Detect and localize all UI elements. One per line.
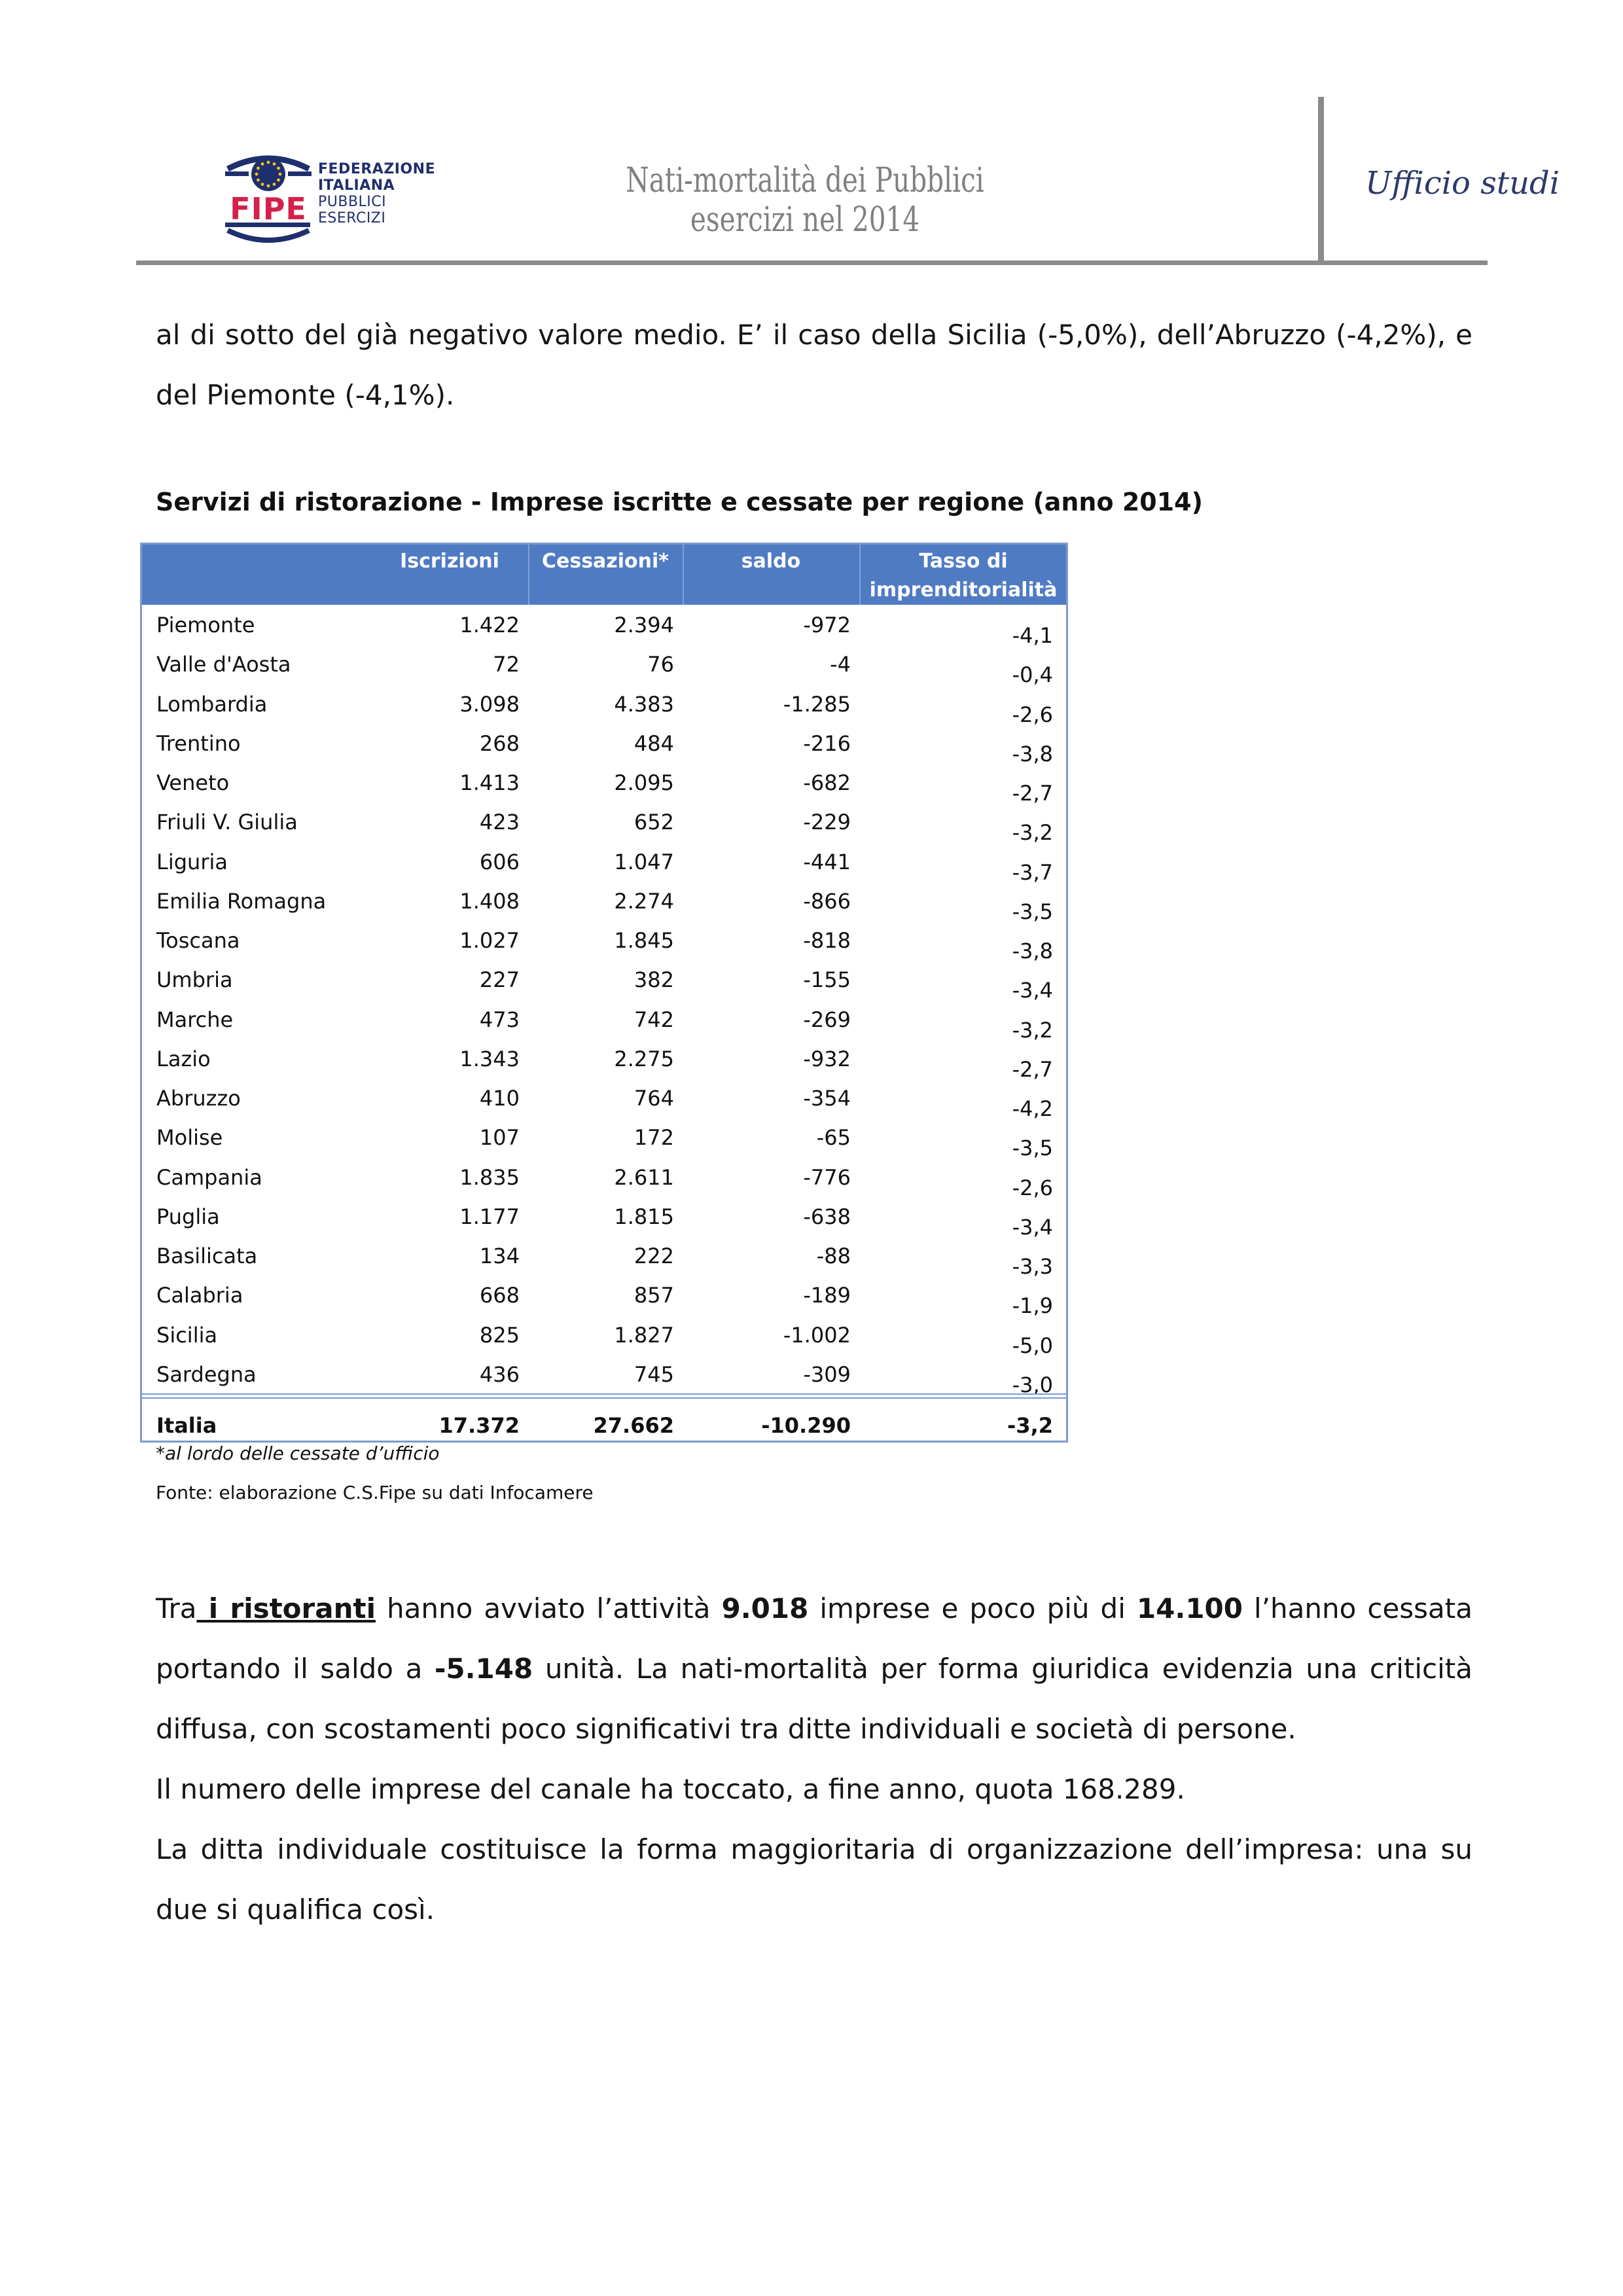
cell-saldo: -1.002 bbox=[783, 1322, 851, 1348]
cell-iscrizioni: 1.343 bbox=[459, 1046, 520, 1071]
cell-cessazioni: 27.662 bbox=[593, 1413, 674, 1438]
cell-region: Lazio bbox=[156, 1046, 211, 1071]
cell-iscrizioni: 1.413 bbox=[459, 770, 520, 795]
cell-region: Liguria bbox=[156, 849, 228, 874]
cell-cessazioni: 76 bbox=[647, 652, 674, 677]
cell-saldo: -1.285 bbox=[783, 691, 851, 717]
cell-cessazioni: 2.394 bbox=[614, 613, 674, 637]
cell-tasso: -3,7 bbox=[1012, 859, 1053, 885]
logo-name-line: ESERCIZI bbox=[318, 210, 386, 226]
cell-iscrizioni: 227 bbox=[479, 967, 520, 993]
cell-saldo: -155 bbox=[803, 967, 851, 993]
cell-cessazioni: 1.047 bbox=[614, 849, 674, 874]
intro-paragraph: al di sotto del già negativo valore medio. E’ il caso della Sicilia (-5,0%), dell’Abruzzo (-4,2%), e del Piemonte (-4,1%). bbox=[156, 319, 1472, 411]
cell-tasso: -2,7 bbox=[1012, 781, 1053, 806]
cell-region: Campania bbox=[156, 1164, 262, 1190]
header-separator bbox=[528, 545, 529, 605]
fipe-full-name bbox=[318, 161, 449, 226]
cell-tasso: -4,1 bbox=[1012, 623, 1053, 648]
cell-cessazioni: 764 bbox=[633, 1086, 674, 1111]
cell-iscrizioni: 1.408 bbox=[459, 888, 520, 914]
enterprise-count-line: Il numero delle imprese del canale ha toccato, a fine anno, quota 168.289. bbox=[156, 1773, 1185, 1805]
text-run-underlined: i ristoranti bbox=[196, 1592, 376, 1624]
header-divider-vertical bbox=[1318, 97, 1324, 264]
table-row bbox=[142, 723, 1066, 766]
cell-saldo: -88 bbox=[816, 1244, 851, 1268]
cell-saldo: -866 bbox=[803, 888, 851, 914]
column-header: Tasso di imprenditorialità bbox=[869, 550, 1058, 601]
cell-tasso: -3,5 bbox=[1012, 899, 1053, 924]
cell-iscrizioni: 436 bbox=[479, 1361, 520, 1387]
body-text bbox=[156, 1579, 1472, 1940]
cell-cessazioni: 1.815 bbox=[614, 1204, 674, 1229]
cell-region: Italia bbox=[156, 1413, 217, 1438]
cell-cessazioni: 382 bbox=[633, 967, 674, 993]
cell-saldo: -441 bbox=[803, 849, 851, 874]
cell-iscrizioni: 107 bbox=[479, 1125, 520, 1151]
table-row bbox=[142, 920, 1066, 963]
table-row bbox=[142, 1275, 1066, 1319]
cell-iscrizioni: 1.027 bbox=[459, 928, 520, 953]
cell-cessazioni: 1.827 bbox=[614, 1322, 674, 1348]
cell-saldo: -269 bbox=[803, 1007, 851, 1032]
cell-region: Lombardia bbox=[156, 691, 268, 717]
cell-tasso: -5,0 bbox=[1012, 1333, 1053, 1358]
table-row bbox=[142, 1315, 1066, 1358]
cell-cessazioni: 857 bbox=[633, 1283, 674, 1308]
cell-tasso: -0,4 bbox=[1012, 662, 1053, 688]
table-title: Servizi di ristorazione - Imprese iscritte e cessate per regione (anno 2014) bbox=[156, 488, 1203, 516]
department-label: Ufficio studi bbox=[1365, 165, 1560, 202]
table-row bbox=[142, 881, 1066, 924]
cell-iscrizioni: 1.177 bbox=[459, 1204, 520, 1229]
cell-cessazioni: 1.845 bbox=[614, 928, 674, 953]
cell-region: Calabria bbox=[156, 1283, 243, 1308]
cell-saldo: -932 bbox=[803, 1046, 851, 1071]
text-run: unità. La nati-mortalità per forma giuridica evidenzia una criticità diffusa, con scostamenti poco significativi tra ditte individuali e società di persone. bbox=[156, 1653, 1473, 1745]
table-row bbox=[142, 684, 1066, 727]
cell-cessazioni: 2.274 bbox=[614, 888, 674, 914]
cell-cessazioni: 222 bbox=[633, 1244, 674, 1268]
cell-iscrizioni: 3.098 bbox=[459, 691, 520, 717]
cell-saldo: -4 bbox=[830, 652, 851, 677]
cell-iscrizioni: 423 bbox=[479, 810, 520, 835]
cell-cessazioni: 2.611 bbox=[614, 1164, 674, 1190]
cell-saldo: -818 bbox=[803, 928, 851, 953]
restaurant-paragraph bbox=[156, 1579, 1472, 1759]
text-run: hanno avviato l’attività bbox=[375, 1592, 722, 1624]
cell-region: Friuli V. Giulia bbox=[156, 810, 298, 835]
cell-tasso: -3,2 bbox=[1012, 820, 1053, 846]
cell-region: Veneto bbox=[156, 770, 230, 795]
cell-iscrizioni: 825 bbox=[479, 1322, 520, 1348]
table-row bbox=[142, 1157, 1066, 1200]
table-total-row bbox=[142, 1399, 1066, 1438]
text-run-bold: 14.100 bbox=[1136, 1592, 1243, 1624]
cell-tasso: -2,7 bbox=[1012, 1056, 1053, 1082]
logo-name-line: FEDERAZIONE bbox=[318, 161, 436, 177]
cell-saldo: -638 bbox=[803, 1204, 851, 1229]
cell-saldo: -10.290 bbox=[761, 1413, 851, 1438]
logo-name-line: ITALIANA bbox=[318, 177, 395, 194]
cell-region: Basilicata bbox=[156, 1244, 258, 1268]
column-header: saldo bbox=[741, 550, 801, 573]
table-row bbox=[142, 960, 1066, 1003]
table-row bbox=[142, 842, 1066, 885]
text-run: l’hanno cessata portando il saldo a bbox=[156, 1592, 1473, 1685]
cell-region: Sardegna bbox=[156, 1361, 257, 1387]
cell-saldo: -354 bbox=[803, 1086, 851, 1111]
table-row bbox=[142, 1078, 1066, 1121]
cell-region: Marche bbox=[156, 1007, 234, 1032]
cell-region: Emilia Romagna bbox=[156, 888, 327, 914]
cell-tasso: -2,6 bbox=[1012, 1175, 1053, 1200]
header-separator bbox=[859, 545, 861, 605]
cell-tasso: -3,0 bbox=[1012, 1372, 1053, 1397]
table-row bbox=[142, 1236, 1066, 1279]
table-row bbox=[142, 1117, 1066, 1161]
header-divider bbox=[136, 260, 1488, 265]
text-run: Tra bbox=[156, 1592, 197, 1624]
cell-saldo: -972 bbox=[803, 613, 851, 637]
cell-region: Umbria bbox=[156, 967, 233, 993]
cell-saldo: -229 bbox=[803, 810, 851, 835]
table-note: *al lordo delle cessate d’ufficio bbox=[156, 1443, 440, 1464]
table-row bbox=[142, 605, 1066, 648]
text-run: imprese e poco più di bbox=[808, 1592, 1137, 1624]
fipe-acronym: FIPE bbox=[230, 191, 307, 226]
cell-saldo: -65 bbox=[816, 1125, 851, 1151]
cell-cessazioni: 2.275 bbox=[614, 1046, 674, 1071]
cell-iscrizioni: 268 bbox=[479, 730, 520, 756]
cell-iscrizioni: 72 bbox=[493, 652, 520, 677]
fipe-logo bbox=[223, 152, 438, 250]
cell-tasso: -3,8 bbox=[1012, 939, 1053, 963]
legal-form-paragraph: La ditta individuale costituisce la forma maggioritaria di organizzazione dell’impresa: una su due si qualifica così. bbox=[156, 1833, 1472, 1926]
cell-cessazioni: 172 bbox=[633, 1125, 674, 1151]
table-source: Fonte: elaborazione C.S.Fipe su dati Infocamere bbox=[156, 1482, 594, 1503]
cell-region: Trentino bbox=[156, 730, 241, 756]
total-separator bbox=[142, 1393, 1066, 1399]
cell-iscrizioni: 410 bbox=[479, 1086, 520, 1111]
cell-tasso: -4,2 bbox=[1012, 1096, 1053, 1121]
cell-tasso: -3,4 bbox=[1012, 978, 1053, 1003]
table-header bbox=[142, 545, 1066, 605]
cell-iscrizioni: 606 bbox=[479, 849, 520, 874]
cell-tasso: -2,6 bbox=[1012, 702, 1053, 727]
cell-tasso: -3,8 bbox=[1012, 741, 1053, 766]
cell-cessazioni: 742 bbox=[633, 1007, 674, 1032]
cell-cessazioni: 484 bbox=[633, 730, 674, 756]
cell-iscrizioni: 17.372 bbox=[438, 1413, 520, 1438]
column-header: Cessazioni* bbox=[541, 550, 669, 573]
cell-region: Puglia bbox=[156, 1204, 220, 1229]
cell-iscrizioni: 473 bbox=[479, 1007, 520, 1032]
cell-cessazioni: 2.095 bbox=[614, 770, 674, 795]
cell-region: Molise bbox=[156, 1125, 223, 1151]
cell-tasso: -3,4 bbox=[1012, 1214, 1053, 1240]
header-separator bbox=[683, 545, 684, 605]
table-row bbox=[142, 999, 1066, 1043]
cell-tasso: -3,5 bbox=[1012, 1136, 1053, 1161]
table-row bbox=[142, 802, 1066, 846]
cell-saldo: -776 bbox=[803, 1164, 851, 1190]
cell-cessazioni: 652 bbox=[633, 810, 674, 835]
table-row bbox=[142, 1039, 1066, 1082]
cell-tasso: -3,2 bbox=[1007, 1413, 1053, 1438]
cell-iscrizioni: 1.835 bbox=[459, 1164, 520, 1190]
cell-saldo: -216 bbox=[803, 730, 851, 756]
table-row bbox=[142, 644, 1066, 688]
cell-tasso: -3,2 bbox=[1012, 1017, 1053, 1043]
column-header: Iscrizioni bbox=[400, 550, 499, 573]
regional-table bbox=[140, 543, 1068, 1443]
cell-saldo: -682 bbox=[803, 770, 851, 795]
cell-cessazioni: 4.383 bbox=[614, 691, 674, 717]
cell-iscrizioni: 1.422 bbox=[459, 613, 520, 637]
text-run-bold: 9.018 bbox=[721, 1592, 809, 1624]
cell-region: Abruzzo bbox=[156, 1086, 241, 1111]
document-header-title: Nati-mortalità dei Pubblici esercizi nel 2014 bbox=[626, 161, 984, 240]
table-row bbox=[142, 1196, 1066, 1240]
cell-iscrizioni: 134 bbox=[479, 1244, 520, 1268]
text-run-bold: -5.148 bbox=[434, 1653, 533, 1685]
cell-tasso: -1,9 bbox=[1012, 1293, 1053, 1319]
cell-saldo: -189 bbox=[803, 1283, 851, 1308]
cell-tasso: -3,3 bbox=[1012, 1254, 1053, 1279]
logo-name-line: PUBBLICI bbox=[318, 194, 387, 210]
cell-cessazioni: 745 bbox=[633, 1361, 674, 1387]
cell-region: Piemonte bbox=[156, 613, 255, 637]
table-row bbox=[142, 762, 1066, 806]
cell-region: Toscana bbox=[156, 928, 240, 953]
table-row bbox=[142, 1354, 1066, 1397]
cell-region: Sicilia bbox=[156, 1322, 218, 1348]
cell-saldo: -309 bbox=[803, 1361, 851, 1387]
cell-iscrizioni: 668 bbox=[479, 1283, 520, 1308]
cell-region: Valle d'Aosta bbox=[156, 652, 291, 677]
